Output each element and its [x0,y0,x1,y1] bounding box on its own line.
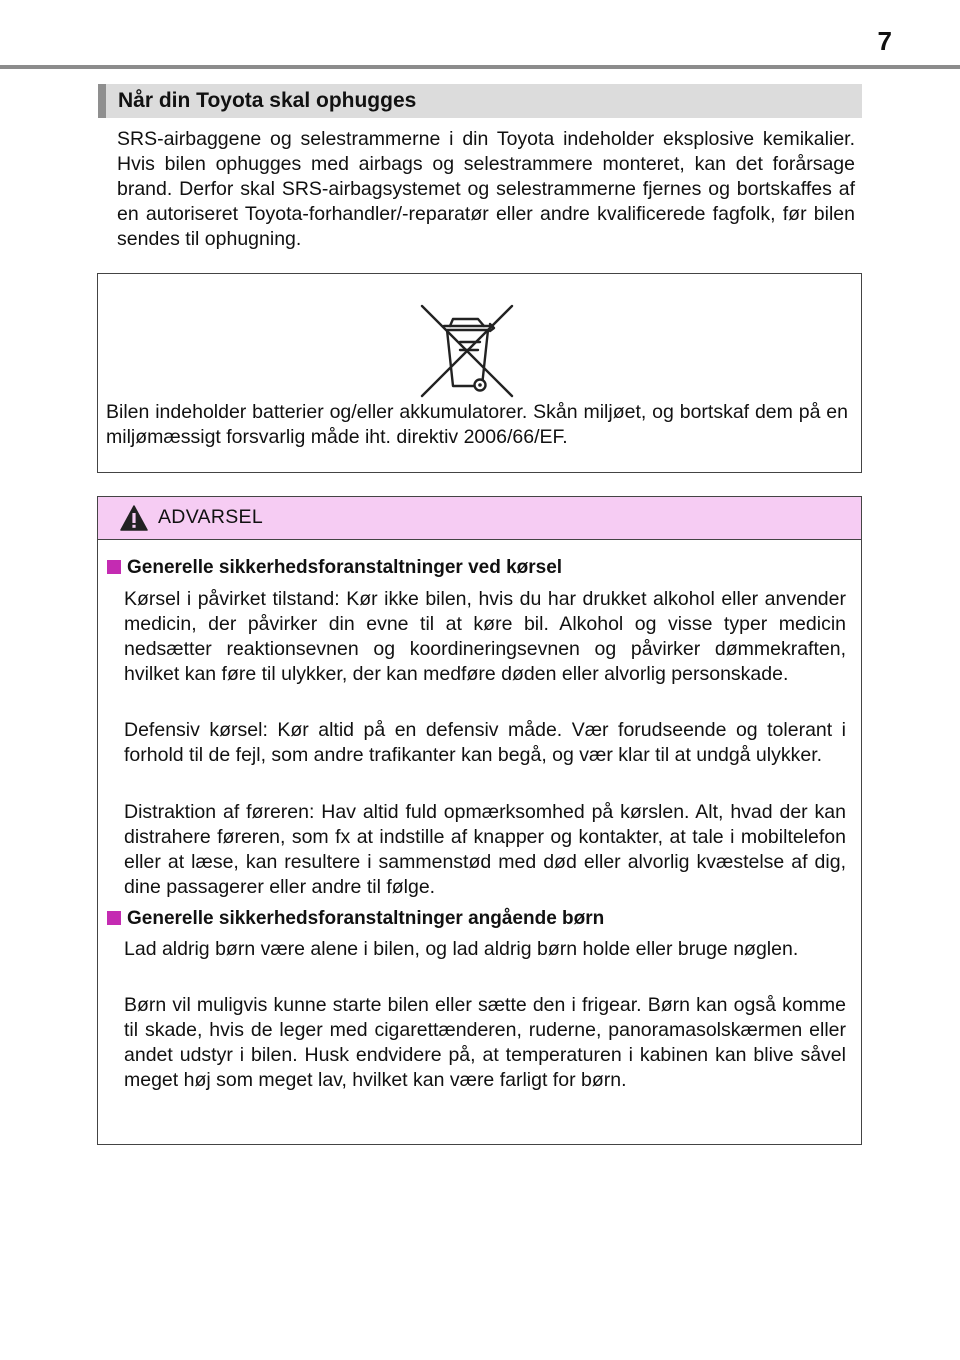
square-bullet-icon [107,911,121,925]
warning-subheading: Generelle sikkerhedsforanstaltninger ved kørsel [107,557,562,579]
warning-title: ADVARSEL [158,506,263,528]
warning-triangle-icon [120,505,148,531]
page-number: 7 [877,26,892,56]
section-header: Når din Toyota skal ophugges [98,84,862,118]
warning-box [97,496,862,1145]
warning-paragraph: Distraktion af føreren: Hav altid fuld opmærksomhed på kørslen. Alt, hvad der kan distrahere føreren, som fx at indstille af knapper og kontakter, at tale i mobiltelefon eller at læse, kan resultere i sammenstød med død eller alvorlig kvæstelse af dig, dine passagerer eller andre til følge. [124,801,846,898]
recycle-notice-text: Bilen indeholder batterier og/eller akkumulatorer. Skån miljøet, og bortskaf dem på en miljømæssigt forsvarlig måde iht. direktiv 2006/66/EF. [106,401,848,448]
top-rule [0,65,960,69]
warning-paragraph: Lad aldrig børn være alene i bilen, og lad aldrig børn holde eller bruge nøglen. [124,938,799,960]
square-bullet-icon [107,560,121,574]
warning-paragraph: Børn vil muligvis kunne starte bilen eller sætte den i frigear. Børn kan også komme til skade, hvis de leger med cigarettænderen, ruderne, panoramasolskærmen eller andet udstyr i bilen. Husk endvidere på, at temperaturen i kabinen kan blive såvel meget høj som meget lav, hvilket kan være farligt for børn. [124,994,846,1091]
section-intro: SRS-airbaggene og selestrammerne i din Toyota indeholder eksplosive kemikalier. Hvis bilen ophugges med airbags og selestrammere monteret, kan det forårsage brand. Derfor skal SRS-airbagsystemet og selestrammerne fjernes og bortskaffes af en autoriseret Toyota-forhandler/-reparatør eller andre kvalificerede fagfolk, før bilen sendes til ophugning. [117,128,855,250]
recycle-notice-box [97,273,862,473]
warning-subheading: Generelle sikkerhedsforanstaltninger angående børn [107,908,604,930]
crossed-out-wheelie-bin-icon [420,304,514,398]
warning-header [98,497,861,540]
warning-paragraph: Kørsel i påvirket tilstand: Kør ikke bilen, hvis du har drukket alkohol eller anvender medicin, der påvirker din evne til at køre bil. Alkohol og visse typer medicin nedsætter reaktionsevnen og koordineringsevnen og påvirker dømmekraften, hvilket kan føre til ulykker, der kan medføre døden eller alvorlig personskade. [124,588,846,685]
warning-paragraph: Defensiv kørsel: Kør altid på en defensiv måde. Vær forudseende og tolerant i forhold til de fejl, som andre trafikanter kan begå, og vær klar til at undgå ulykker. [124,719,846,766]
